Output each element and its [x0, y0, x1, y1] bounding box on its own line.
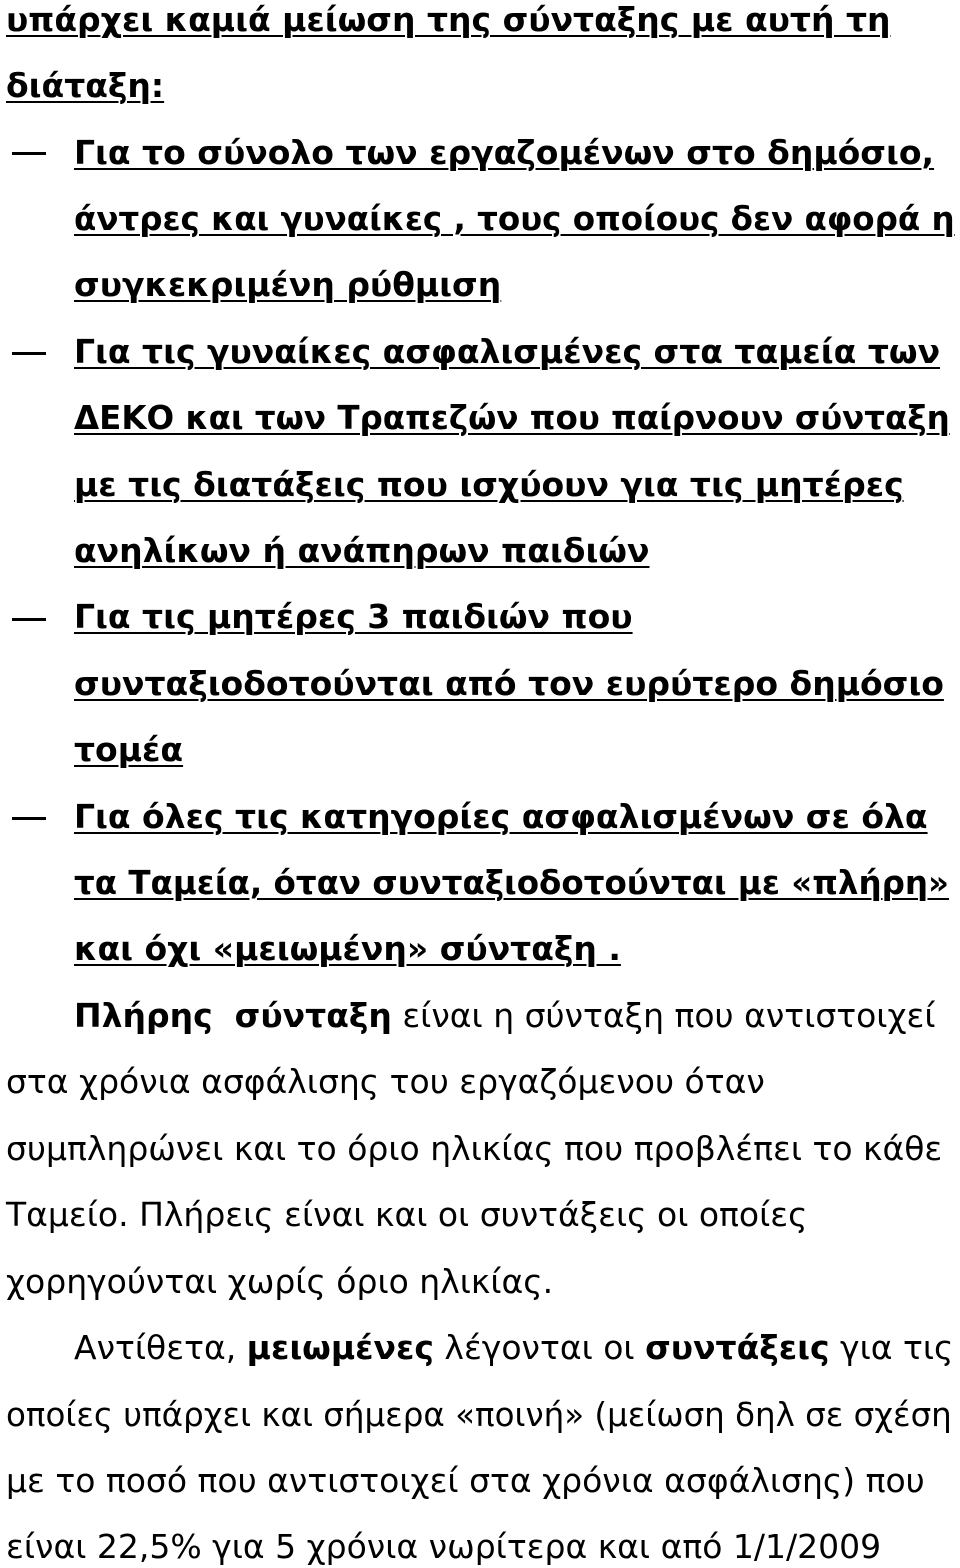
para-1-text: είναι η σύνταξη που αντιστοιχεί [391, 996, 936, 1035]
para-2-bold-term-2: συντάξεις [645, 1328, 830, 1367]
bullet-3-line-1: Για τις μητέρες 3 παιδιών που [74, 597, 633, 636]
para-2-line-1 [74, 1328, 953, 1368]
para-1-line-4: Ταμείο. Πλήρεις είναι και οι συντάξεις οι οποίες [6, 1195, 808, 1234]
bullet-2-line-2: ΔΕΚΟ και των Τραπεζών που παίρνουν σύνταξη [74, 399, 950, 437]
para-1-bold-term-2: σύνταξη [234, 996, 392, 1035]
para-1-line-2: στα χρόνια ασφάλισης του εργαζόμενου όταν [6, 1062, 765, 1101]
bullet-2-line-3: με τις διατάξεις που ισχύουν για τις μητέρες [74, 465, 904, 504]
bullet-4-line-2: τα Ταμεία, όταν συνταξιοδοτούνται με «πλήρη» [74, 864, 950, 902]
bullet-2-line-1: Για τις γυναίκες ασφαλισμένες στα ταμεία των [74, 332, 941, 371]
para-2-text-mid: λέγονται οι [433, 1328, 646, 1367]
intro-line-2: διάταξη: [6, 66, 165, 105]
dash-bullet-icon [12, 817, 46, 820]
bullet-4-line-3: και όχι «μειωμένη» σύνταξη . [74, 929, 621, 968]
dash-bullet-icon [12, 352, 46, 355]
para-1-line-1 [74, 996, 936, 1036]
para-2-line-2: οποίες υπάρχει και σήμερα «ποινή» (μείωση δηλ σε σχέση [6, 1396, 952, 1434]
para-2-bold-term-1: μειωμένες [246, 1328, 434, 1367]
intro-line-1: υπάρχει καμιά μείωση της σύνταξης με αυτή τη [6, 0, 891, 39]
para-1-line-3: συμπληρώνει και το όριο ηλικίας που προβλέπει το κάθε [6, 1129, 943, 1168]
dash-bullet-icon [12, 152, 46, 155]
para-2-text-end: για τις [829, 1328, 954, 1367]
bullet-3-line-3: τομέα [74, 730, 184, 769]
para-2-line-3: με το ποσό που αντιστοιχεί στα χρόνια ασφάλισης) που [6, 1461, 925, 1500]
bullet-1-line-2: άντρες και γυναίκες , τους οποίους δεν αφορά η [74, 200, 955, 238]
bullet-1-line-1: Για το σύνολο των εργαζομένων στο δημόσιο, [74, 133, 935, 172]
bullet-4-line-1: Για όλες τις κατηγορίες ασφαλισμένων σε όλα [74, 797, 928, 836]
para-2-text-start: Αντίθετα, [74, 1328, 247, 1367]
bullet-3-line-2: συνταξιοδοτούνται από τον ευρύτερο δημόσιο [74, 664, 944, 703]
bullet-1-line-3: συγκεκριμένη ρύθμιση [74, 265, 502, 304]
para-1-line-5: χορηγούνται χωρίς όριο ηλικίας. [6, 1262, 554, 1301]
para-2-line-4: είναι 22,5% για 5 χρόνια νωρίτερα και από 1/1/2009 [6, 1527, 882, 1566]
dash-bullet-icon [12, 618, 46, 621]
bullet-2-line-4: ανηλίκων ή ανάπηρων παιδιών [74, 531, 650, 570]
para-1-bold-term-1: Πλήρης [74, 996, 213, 1035]
